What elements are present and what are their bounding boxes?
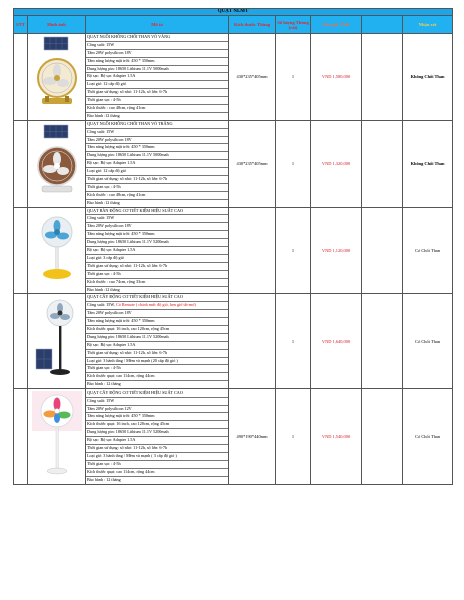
box-size: 430*235*405mm (229, 120, 276, 207)
product-row (14, 389, 453, 485)
box-size: 490*190*440mm (229, 389, 276, 485)
spec-line: Kích thước : cao 48cm, rộng 41cm (86, 105, 228, 113)
price: VND 1,580,000 (311, 34, 362, 121)
spec-line: Kích thước : cao 74cm, rộng 33cm (86, 279, 228, 287)
price: VND 1,120,000 (311, 207, 362, 294)
product-image (28, 207, 86, 294)
product-note: Không Chổi Than (403, 34, 453, 121)
spec-line: Dung lượng pin: 18650 Lithium 11.1V 5200mah (86, 429, 228, 437)
spec-line: Công suất: 15W (86, 42, 228, 50)
spec-line: Bảo hành : 12 tháng (87, 381, 121, 387)
col-note: Nhận xét (403, 16, 453, 34)
spec-line: Bộ sạc: Bộ sạc Adapter 1.5A (86, 160, 228, 168)
stt-cell (14, 120, 28, 207)
spec-line: Tấm năng lượng mặt trời: 450 * 350mm (86, 413, 228, 421)
spec-line: Kích thước : cao 48cm, rộng 41cm (86, 192, 228, 200)
product-name: QUẠT BÀN ĐỘNG CƠ TIẾT KIỆM HIỆU SUẤT CAO (86, 208, 228, 216)
extra-cell (362, 294, 403, 389)
spec-line: Thời gian sử dụng: số nhỏ: 11-12h, số lớn: 6-7h (86, 89, 228, 97)
col-extra (362, 16, 403, 34)
spec-line: Kích thước quạt: cao 114cm, rộng 44cm (86, 373, 228, 381)
product-note: Có Chổi Than (403, 294, 453, 389)
table-fan-yellow-base-icon (28, 208, 86, 288)
spec-line: Loại gió: 12 cấp độ gió (86, 168, 228, 176)
col-price: Đơn giá VNĐ (311, 16, 362, 34)
col-box-size: Kích thước Thùng (229, 16, 276, 34)
product-image (28, 34, 86, 121)
spec-line: Bộ sạc: Bộ sạc Adapter 1.5A (86, 73, 228, 81)
product-note: Có Chổi Than (403, 207, 453, 294)
sheet-title: QUẠT NLMT (14, 9, 453, 16)
quantity: 1 (276, 294, 311, 389)
header-row (14, 16, 453, 34)
spec-line: Thời gian sử dụng: số nhỏ: 11-12h, số lớn: 6-7h (86, 350, 228, 358)
spec-line: Bộ sạc: Bộ sạc Adapter 1.5A (86, 437, 228, 445)
quantity: 1 (276, 34, 311, 121)
spec-line: Bảo hành :12 tháng (87, 199, 120, 205)
spec-line: Thời gian sạc : 4-5h (86, 271, 228, 279)
product-row (14, 294, 453, 389)
spec-line: Loại gió: 12 cấp độ gió (86, 81, 228, 89)
spec-line: Công suất: 15W (86, 398, 228, 406)
spec-line: Thời gian sử dụng: số nhỏ: 11-12h, số lớn: 6-7h (86, 263, 228, 271)
spec-line: Dung lượng pin: 18650 Lithium 11.1V 5200mah (86, 239, 228, 247)
spec-line: Thời gian sử dụng: số nhỏ: 11-12h, số lớn: 6-7h (86, 176, 228, 184)
spec-line: Bảo hành : 12 tháng (87, 476, 121, 482)
spec-line: Tấm 20W polysilicon 18V (86, 310, 228, 318)
extra-cell (362, 120, 403, 207)
product-row (14, 120, 453, 207)
product-description (86, 34, 229, 121)
spec-line: Bộ sạc: Bộ sạc Adapter 1.5A (86, 342, 228, 350)
col-description: Mô tả (86, 16, 229, 34)
product-row (14, 207, 453, 294)
price: VND 1,320,000 (311, 120, 362, 207)
product-note: Không Chổi Than (403, 120, 453, 207)
spec-line: Tấm năng lượng mặt trời: 450 * 350mm (86, 58, 228, 66)
stand-fan-pink-blades-icon (28, 389, 86, 479)
extra-cell (362, 34, 403, 121)
product-description (86, 207, 229, 294)
spec-line: Thời gian sạc : 4-5h (86, 184, 228, 192)
spec-line: Kích thước quạt: 16 inch, cao 120cm, rộng 45cm (86, 421, 228, 429)
quantity: 1 (276, 207, 311, 294)
spec-line: Tấm năng lượng mặt trời: 450 * 350mm (86, 231, 228, 239)
spec-line: Loại gió: 3 hành tầng / Mềm và mạnh ( 3 cấp độ gió ) (86, 453, 228, 461)
spec-line: Loại gió: 3 cấp độ gió (86, 255, 228, 263)
spec-line: Dung lượng pin: 18650 Lithium 11.1V 5000mah (86, 66, 228, 74)
spec-line: Công suất: 15W (86, 129, 228, 137)
stand-fan-with-solar-panel-icon (28, 295, 86, 382)
extra-cell (362, 207, 403, 294)
spec-line: Tấm năng lượng mặt trời: 450 * 350mm (86, 144, 228, 152)
spec-line-power (86, 302, 228, 310)
spec-line: Dung lượng pin: 18650 Lithium 11.1V 5000mah (86, 152, 228, 160)
product-description (86, 120, 229, 207)
product-note: Có Chổi Than (403, 389, 453, 485)
spec-line: Thời gian sạc : 4-5h (86, 365, 228, 373)
fan-with-solar-panel-icon (28, 34, 86, 114)
spec-line: Thời gian sử dụng: số nhỏ: 11-12h, số lớn: 6-7h (86, 445, 228, 453)
spec-line: Loại gió: 3 hành tầng / Mềm và mạnh (20 cấp độ gió ) (86, 358, 228, 366)
stt-cell (14, 294, 28, 389)
product-row (14, 34, 453, 121)
quantity: 1 (276, 120, 311, 207)
product-image (28, 294, 86, 389)
spec-line: Thời gian sạc : 4-5h (86, 461, 228, 469)
spec-line: Bộ sạc: Bộ sạc Adapter 1.5A (86, 247, 228, 255)
spec-line: Kích thước quạt: 16 inch, cao 120cm, rộng 45cm (86, 326, 228, 334)
spec-line: Bảo hành :12 tháng (87, 112, 120, 118)
product-name: QUẠT NGỒI KHÔNG CHỔI THAN VỎ TRẮNG (86, 121, 228, 129)
product-image (28, 120, 86, 207)
col-quantity: Số lượng Thùng (cái) (276, 16, 311, 34)
product-image (28, 389, 86, 485)
spec-line: Thời gian sạc : 4-5h (86, 97, 228, 105)
product-sheet (13, 8, 452, 485)
spec-line: Tấm 20W polysilicon 18V (86, 137, 228, 145)
product-description (86, 294, 229, 389)
price: VND 1,640,000 (311, 294, 362, 389)
product-name: QUẠT NGỒI KHÔNG CHỔI THAN VỎ VÀNG (86, 34, 228, 42)
extra-cell (362, 389, 403, 485)
product-description (86, 389, 229, 485)
col-image: Hình ảnh (28, 16, 86, 34)
spec-text: Công suất: 15W, (87, 302, 115, 308)
fan-with-solar-panel-icon (28, 121, 86, 201)
spec-line: Tấm 20W polysilicon 18V (86, 223, 228, 231)
stt-cell (14, 207, 28, 294)
spec-line: Bảo hành :12 tháng (87, 286, 120, 292)
product-table (13, 8, 453, 485)
box-size (229, 207, 276, 294)
spec-line: Tấm 20W polysilicon 18V (86, 50, 228, 58)
product-name: QUẠT CÂY ĐỘNG CƠ TIẾT KIỆM HIỆU SUẤT CAO (86, 294, 228, 302)
product-name: QUẠT CÂY ĐỘNG CƠ TIẾT KIỆM HIỆU SUẤT CAO (86, 390, 228, 398)
stt-cell (14, 389, 28, 485)
spec-line: Tấm năng lượng mặt trời: 450 * 350mm (86, 318, 228, 326)
spec-line: Công suất: 15W (86, 215, 228, 223)
price: VND 1,540,000 (311, 389, 362, 485)
remote-note: Có Remote ( chỉnh mức độ gió, hẹn giờ tắt-mở) (115, 302, 196, 308)
spec-line: Dung lượng pin: 18650 Lithium 11.1V 5200mah (86, 334, 228, 342)
spec-line: Kích thước quạt: cao 114cm, rộng 44cm (86, 469, 228, 477)
quantity: 1 (276, 389, 311, 485)
title-row (14, 9, 453, 16)
stt-cell (14, 34, 28, 121)
box-size (229, 294, 276, 389)
spec-line: Tấm 20W polysilicon 12V (86, 406, 228, 414)
col-stt: STT (14, 16, 28, 34)
box-size: 430*235*405mm (229, 34, 276, 121)
